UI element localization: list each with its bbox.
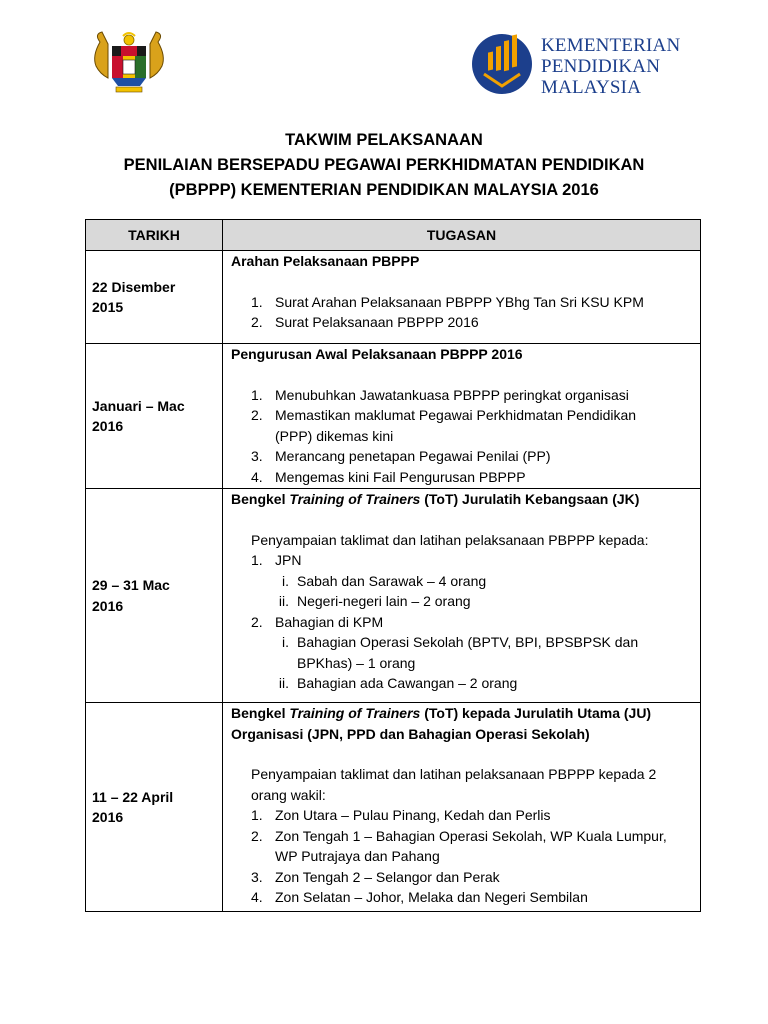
list-item: 4. Mengemas kini Fail Pengurusan PBPPP xyxy=(251,468,526,485)
ministry-logo-icon xyxy=(472,34,532,94)
table-row xyxy=(86,344,701,489)
table-row xyxy=(86,703,701,912)
ministry-logo-line: MALAYSIA xyxy=(541,77,642,98)
list-item: 2. Bahagian di KPM xyxy=(251,613,384,630)
ministry-logo-text xyxy=(541,35,680,98)
task-title: Bengkel Training of Trainers (ToT) Jurulatih Kebangsaan (JK) xyxy=(231,491,640,507)
task-title: Pengurusan Awal Pelaksanaan PBPPP 2016 xyxy=(231,346,523,362)
sub-list-item: ii. Bahagian ada Cawangan – 2 orang xyxy=(278,675,518,691)
sub-list-item: ii. Negeri-negeri lain – 2 orang xyxy=(278,593,471,609)
date-cell xyxy=(86,251,223,344)
title-line-3: (PBPPP) KEMENTERIAN PENDIDIKAN MALAYSIA 2016 xyxy=(169,181,599,199)
list-item: 2. Zon Tengah 1 – Bahagian Operasi Sekolah, WP Kuala Lumpur, WP Putrajaya dan Pahang xyxy=(251,827,667,864)
task-title: Arahan Pelaksanaan PBPPP xyxy=(231,253,420,269)
task-intro: Penyampaian taklimat dan latihan pelaksanaan PBPPP kepada 2 orang wakil: xyxy=(251,766,657,803)
sub-list-item: i. Bahagian Operasi Sekolah (BPTV, BPI, BPSBPSK dan BPKhas) – 1 orang xyxy=(282,634,639,671)
header-task: TUGASAN xyxy=(223,220,701,251)
schedule-table xyxy=(85,219,701,912)
list-item: 1. Menubuhkan Jawatankuasa PBPPP peringkat organisasi xyxy=(251,386,629,403)
list-item: 3. Zon Tengah 2 – Selangor dan Perak xyxy=(251,868,500,885)
title-line-2: PENILAIAN BERSEPADU PEGAWAI PERKHIDMATAN PENDIDIKAN xyxy=(123,156,645,174)
list-item: 2. Surat Pelaksanaan PBPPP 2016 xyxy=(251,314,479,330)
page-header xyxy=(0,0,768,110)
date-cell xyxy=(86,489,223,703)
date-cell xyxy=(86,703,223,912)
list-item: 1. Surat Arahan Pelaksanaan PBPPP YBhg Tan Sri KSU KPM xyxy=(251,293,644,310)
document-title xyxy=(0,128,768,203)
task-title: Bengkel Training of Trainers (ToT) kepada Jurulatih Utama (JU) Organisasi (JPN, PPD dan Bahagian Operasi Sekolah) xyxy=(231,705,652,742)
date-line: Januari – Mac xyxy=(92,397,185,414)
date-line: 2016 xyxy=(92,597,124,614)
list-item: 4. Zon Selatan – Johor, Melaka dan Negeri Sembilan xyxy=(251,889,588,905)
ministry-logo-line: KEMENTERIAN xyxy=(541,35,681,56)
table-row xyxy=(86,489,701,703)
date-cell xyxy=(86,344,223,489)
table-header-row xyxy=(86,220,701,251)
list-item: 1. JPN xyxy=(251,552,302,568)
date-line: 2016 xyxy=(92,809,124,825)
coat-of-arms-icon xyxy=(88,30,170,96)
date-line: 11 – 22 April xyxy=(92,788,174,805)
title-line-1: TAKWIM PELAKSANAAN xyxy=(285,131,483,149)
task-intro: Penyampaian taklimat dan latihan pelaksanaan PBPPP kepada: xyxy=(251,531,649,548)
ministry-logo-line: PENDIDIKAN xyxy=(541,56,661,77)
task-cell xyxy=(223,703,701,912)
date-line: 22 Disember xyxy=(92,278,176,295)
list-item: 1. Zon Utara – Pulau Pinang, Kedah dan Perlis xyxy=(251,807,551,823)
task-cell xyxy=(223,251,701,344)
list-item: 3. Merancang penetapan Pegawai Penilai (PP) xyxy=(251,448,551,464)
task-cell xyxy=(223,489,701,703)
list-item: 2. Memastikan maklumat Pegawai Perkhidmatan Pendidikan (PPP) dikemas kini xyxy=(251,407,637,444)
header-date: TARIKH xyxy=(86,220,223,251)
table-row xyxy=(86,251,701,344)
sub-list-item: i. Sabah dan Sarawak – 4 orang xyxy=(282,572,487,589)
date-line: 2015 xyxy=(92,299,124,315)
date-line: 29 – 31 Mac xyxy=(92,577,170,593)
date-line: 2016 xyxy=(92,418,124,434)
task-cell xyxy=(223,344,701,489)
